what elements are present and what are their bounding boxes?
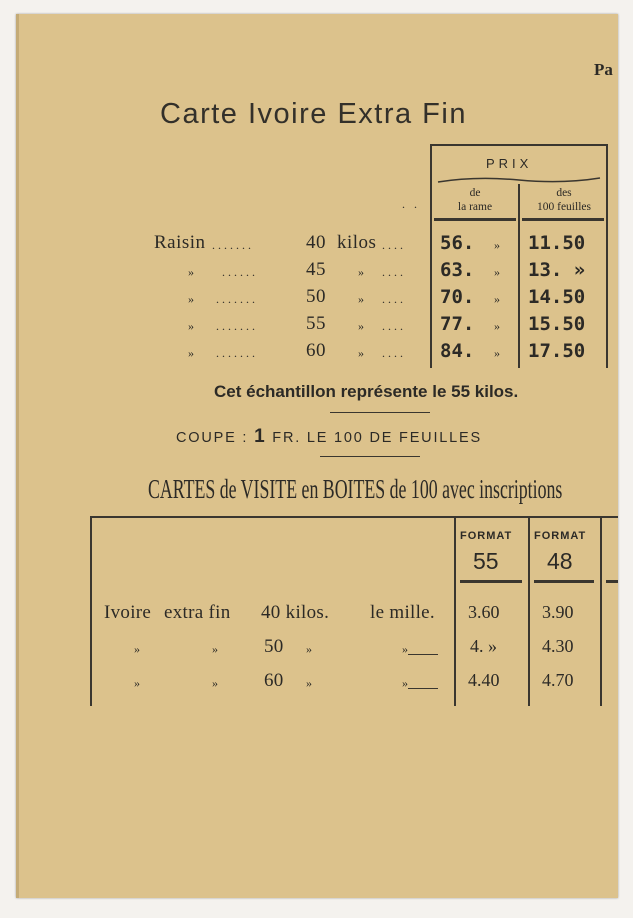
visite-row-c2: extra fin	[164, 602, 231, 623]
format-third-rule	[606, 580, 618, 583]
price-table-left-rule	[430, 144, 432, 368]
row-label: »	[188, 265, 194, 279]
coupe-separator	[320, 456, 420, 457]
row-rame-mark: »	[494, 238, 500, 252]
note-separator	[330, 412, 430, 413]
row-dots: . . . . . .	[222, 265, 255, 279]
row-unit: »	[358, 346, 364, 360]
visite-row-c2: »	[212, 676, 218, 690]
row-unit: kilos	[337, 232, 377, 253]
row-tail: . . . .	[382, 238, 403, 252]
price-card	[16, 14, 618, 898]
coupe-line	[176, 426, 482, 448]
row-weight: 60	[306, 340, 326, 361]
visite-row-c1: »	[134, 676, 140, 690]
row-rame-price: 77.	[440, 313, 475, 335]
format-55-rule	[460, 580, 522, 583]
dash-mark	[408, 654, 438, 655]
visite-row-c1: »	[134, 642, 140, 656]
corner-text: Pa	[594, 60, 613, 79]
row-unit: »	[358, 265, 364, 279]
sample-note: Cet échantillon représente le 55 kilos.	[214, 382, 519, 401]
visite-table-rule-3	[600, 516, 602, 706]
row-rame-price: 84.	[440, 340, 475, 362]
coupe-prefix: COUPE :	[176, 430, 249, 446]
col-header-rame-line1: de	[469, 187, 481, 199]
row-rame-mark: »	[494, 319, 500, 333]
row-rame-price: 63.	[440, 259, 475, 281]
row-weight: 55	[306, 313, 326, 334]
row-tail: . . . .	[382, 346, 403, 360]
row-label: »	[188, 346, 194, 360]
row-label: Raisin	[154, 232, 206, 253]
visite-row-weight: 50	[264, 636, 284, 657]
row-rame-mark: »	[494, 346, 500, 360]
format-48-rule	[534, 580, 594, 583]
row-weight: 45	[306, 259, 326, 280]
row-tail: . . . .	[382, 292, 403, 306]
visite-row-unit: le mille.	[370, 602, 435, 623]
visite-row-unit: »	[402, 642, 408, 656]
row-rame-price: 70.	[440, 286, 475, 308]
col-header-feuilles	[522, 186, 606, 214]
row-feuilles-price: 11.50	[528, 232, 586, 254]
row-feuilles-price: 13. »	[528, 259, 586, 281]
page-title: Carte Ivoire Extra Fin	[160, 98, 467, 130]
row-dots: . . . . . . .	[216, 292, 255, 306]
coupe-number: 1	[254, 426, 267, 447]
row-unit: »	[358, 292, 364, 306]
visite-row-v1: 3.60	[468, 602, 500, 622]
coupe-suffix: FR. LE 100 DE FEUILLES	[272, 430, 482, 446]
visite-row-v1: 4. »	[470, 636, 497, 656]
visite-row-unit: »	[402, 676, 408, 690]
row-weight: 40	[306, 232, 326, 253]
row-unit: »	[358, 319, 364, 333]
row-dots: . . . . . . .	[216, 319, 255, 333]
format-value: 48	[547, 548, 573, 574]
visite-row-c1: Ivoire	[104, 602, 152, 623]
price-table-top-rule	[430, 144, 608, 146]
visite-table-rule-2	[528, 516, 530, 706]
col-header-feuilles-line2: 100 feuilles	[537, 201, 591, 213]
row-tail: . . . .	[382, 319, 403, 333]
format-label: FORMAT	[460, 530, 513, 542]
visite-row-v2: 4.30	[542, 636, 574, 656]
col-header-feuilles-line1: des	[556, 187, 572, 199]
visite-row-v2: 4.70	[542, 670, 574, 690]
visite-table-left-rule	[90, 516, 92, 706]
row-feuilles-price: 15.50	[528, 313, 586, 335]
row-tail: . . . .	[382, 265, 403, 279]
prix-underline-brace	[436, 174, 602, 186]
row-rame-price: 56.	[440, 232, 475, 254]
row-label: »	[188, 292, 194, 306]
dash-mark	[408, 688, 438, 689]
row-weight: 50	[306, 286, 326, 307]
visite-row-weight-mark: »	[306, 642, 312, 656]
visite-table-rule-1	[454, 516, 456, 706]
prix-header: PRIX	[486, 156, 533, 171]
row-label: »	[188, 319, 194, 333]
row-dots: . . . . . . .	[212, 238, 251, 252]
format-label: FORMAT	[534, 530, 587, 542]
col-header-rame	[434, 186, 516, 214]
price-table-mid-rule	[518, 184, 520, 368]
format-value: 55	[473, 548, 499, 574]
visite-table-top-rule	[90, 516, 618, 518]
row-rame-mark: »	[494, 292, 500, 306]
visite-row-weight: 60	[264, 670, 284, 691]
row-dots: . . . . . . .	[216, 346, 255, 360]
row-feuilles-price: 17.50	[528, 340, 586, 362]
header-dots: . .	[402, 197, 420, 211]
row-rame-mark: »	[494, 265, 500, 279]
section-title-visite: CARTES de VISITE en BOITES de 100 avec inscriptions	[148, 474, 563, 504]
visite-row-v1: 4.40	[468, 670, 500, 690]
row-feuilles-price: 14.50	[528, 286, 586, 308]
col2-header-rule	[522, 218, 604, 221]
col1-header-rule	[434, 218, 516, 221]
visite-row-weight: 40 kilos.	[261, 602, 330, 623]
col-header-rame-line2: la rame	[457, 201, 493, 213]
price-table-right-rule	[606, 144, 608, 368]
visite-row-c2: »	[212, 642, 218, 656]
visite-row-weight-mark: »	[306, 676, 312, 690]
visite-row-v2: 3.90	[542, 602, 574, 622]
